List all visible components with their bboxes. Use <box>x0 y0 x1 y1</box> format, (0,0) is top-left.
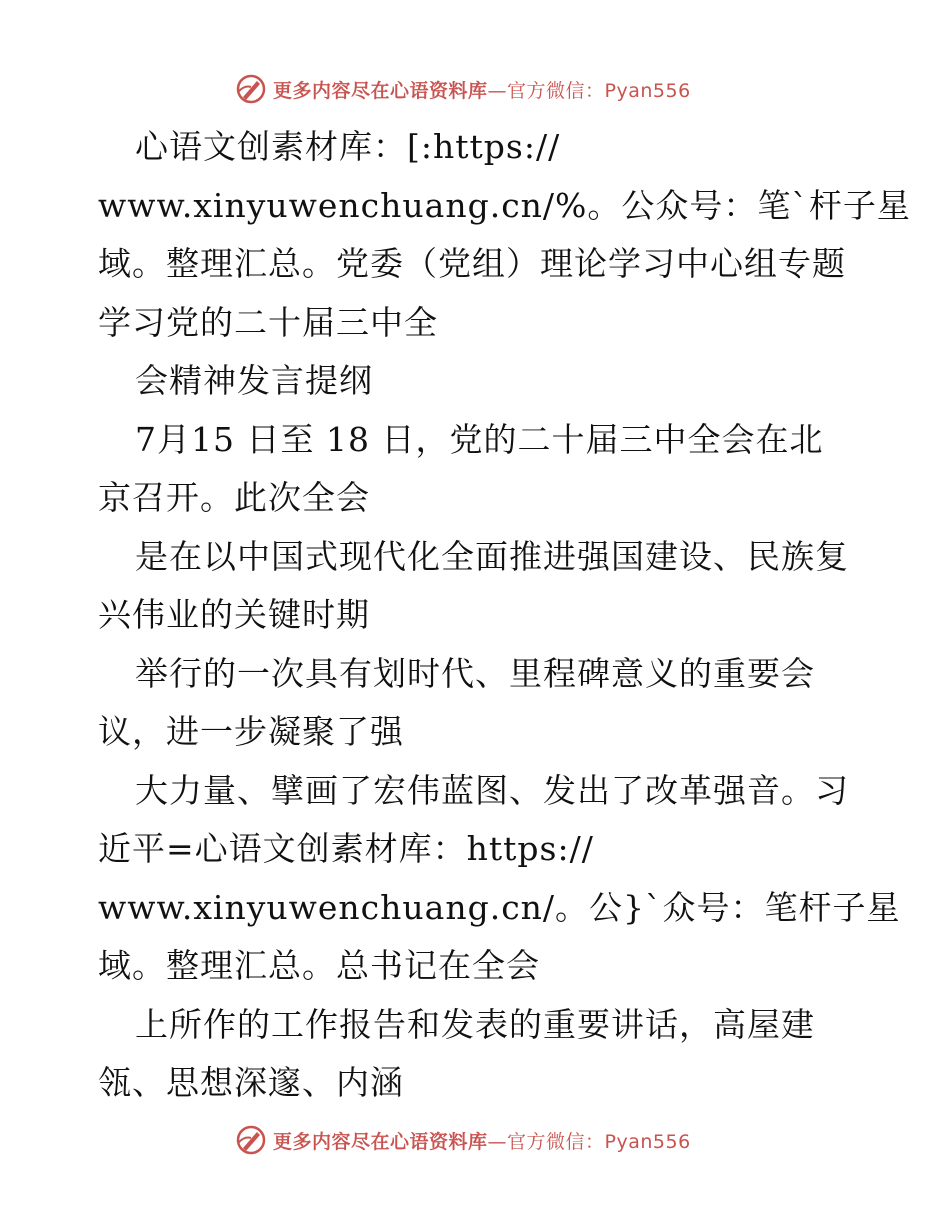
document-body <box>98 118 911 1113</box>
banner-text <box>273 76 691 103</box>
footer-watermark-banner <box>0 1122 950 1158</box>
text-line: 域。整理汇总。总书记在全会 <box>98 946 540 985</box>
banner-wechat-text: 官方微信：Pyan556 <box>507 79 691 102</box>
pen-circle-logo-icon <box>235 1124 267 1156</box>
text-line: 京召开。此次全会 <box>98 478 370 517</box>
banner-wechat-text: 官方微信：Pyan556 <box>507 1130 691 1153</box>
text-line: 兴伟业的关键时期 <box>98 595 370 634</box>
text-line: 大力量、擘画了宏伟蓝图、发出了改革强音。习 <box>135 770 849 810</box>
text-line: 举行的一次具有划时代、里程碑意义的重要会 <box>135 653 815 693</box>
text-line: 7月15 日至 18 日，党的二十届三中全会在北 <box>135 419 824 459</box>
text-line: 上所作的工作报告和发表的重要讲话，高屋建 <box>135 1004 815 1044</box>
banner-main-text: 更多内容尽在心语资料库 <box>273 79 488 102</box>
banner-dash: — <box>487 1130 508 1153</box>
text-line: 域。整理汇总。党委（党组）理论学习中心组专题 <box>98 244 846 283</box>
text-line: 近平=心语文创素材库：https:// <box>98 829 594 868</box>
text-line: 学习党的二十届三中全 <box>98 302 438 342</box>
banner-main-text: 更多内容尽在心语资料库 <box>273 1130 488 1153</box>
text-line: 是在以中国式现代化全面推进强国建设、民族复 <box>135 536 849 576</box>
banner-text <box>273 1127 691 1154</box>
text-line: www.xinyuwenchuang.cn/。公}`众号：笔杆子星 <box>98 887 901 927</box>
text-line: www.xinyuwenchuang.cn/%。公众号：笔`杆子星 <box>98 185 911 225</box>
text-line: 瓴、思想深邃、内涵 <box>98 1063 404 1102</box>
pen-circle-logo-icon <box>235 73 267 105</box>
banner-dash: — <box>487 79 508 102</box>
header-watermark-banner <box>0 71 950 107</box>
text-line: 心语文创素材库：[:https:// <box>135 127 561 166</box>
text-line: 议，进一步凝聚了强 <box>98 712 404 751</box>
text-line: 会精神发言提纲 <box>135 361 373 400</box>
